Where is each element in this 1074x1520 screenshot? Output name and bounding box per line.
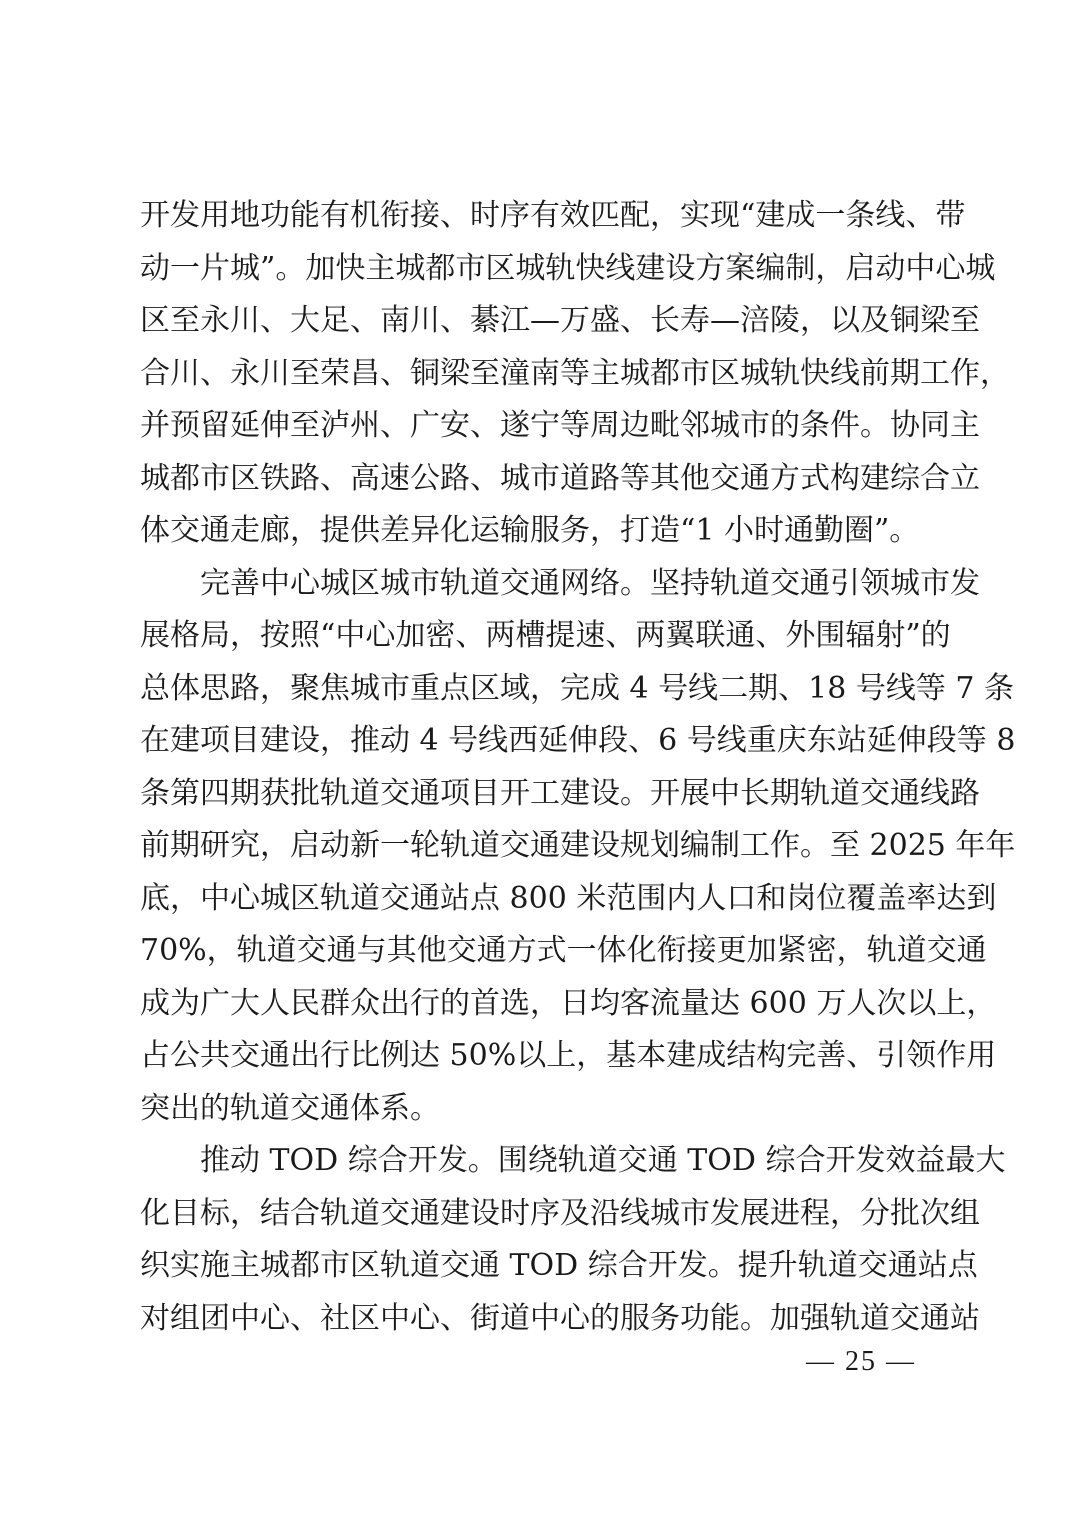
text-line: 并预留延伸至泸州、广安、遂宁等周边毗邻城市的条件。协同主	[140, 408, 980, 443]
text-line: 前期研究，启动新一轮轨道交通建设规划编制工作。至 2025 年年	[140, 828, 1016, 863]
text-line: 区至永川、大足、南川、綦江—万盛、长寿—涪陵，以及铜梁至	[140, 303, 980, 338]
text-line: 城都市区铁路、高速公路、城市道路等其他交通方式构建综合立	[140, 460, 980, 496]
paragraph	[140, 190, 1010, 558]
text-line: 化目标，结合轨道交通建设时序及沿线城市发展进程，分批次组	[140, 1195, 980, 1231]
text-line: 开发用地功能有机衔接、时序有效匹配，实现“建成一条线、带	[140, 198, 966, 233]
text-line: 展格局，按照“中心加密、两槽提速、两翼联通、外围辐射”的	[140, 618, 951, 653]
text-line: 织实施主城都市区轨道交通 TOD 综合开发。提升轨道交通站点	[140, 1248, 978, 1283]
text-line: 占公共交通出行比例达 50%以上，基本建成结构完善、引领作用	[140, 1038, 997, 1073]
text-line: 成为广大人民群众出行的首选，日均客流量达 600 万人次以上，	[140, 985, 997, 1021]
text-line: 条第四期获批轨道交通项目开工建设。开展中长期轨道交通线路	[140, 775, 980, 811]
text-line: 动一片城”。加快主城都市区城轨快线建设方案编制，启动中心城	[140, 250, 996, 286]
text-line: 体交通走廊，提供差异化运输服务，打造“1 小时通勤圈”。	[140, 513, 920, 548]
text-line: 推动 TOD 综合开发。围绕轨道交通 TOD 综合开发效益最大	[200, 1143, 1006, 1178]
paragraph	[140, 558, 1016, 1136]
text-line: 70%，轨道交通与其他交通方式一体化衔接更加紧密，轨道交通	[140, 933, 987, 968]
paragraph	[140, 1135, 1006, 1345]
text-line: 完善中心城区城市轨道交通网络。坚持轨道交通引领城市发	[200, 565, 980, 601]
text-line: 底，中心城区轨道交通站点 800 米范围内人口和岗位覆盖率达到	[140, 880, 997, 916]
text-line: 在建项目建设，推动 4 号线西延伸段、6 号线重庆东站延伸段等 8	[140, 723, 1016, 758]
text-line: 合川、永川至荣昌、铜梁至潼南等主城都市区城轨快线前期工作，	[140, 355, 1010, 391]
text-line: 总体思路，聚焦城市重点区域，完成 4 号线二期、18 号线等 7 条	[140, 670, 1015, 706]
text-line: 突出的轨道交通体系。	[140, 1090, 440, 1126]
body-text	[140, 190, 1016, 1345]
page-number: — 25 —	[806, 1346, 916, 1377]
text-line: 对组团中心、社区中心、街道中心的服务功能。加强轨道交通站	[140, 1300, 980, 1336]
